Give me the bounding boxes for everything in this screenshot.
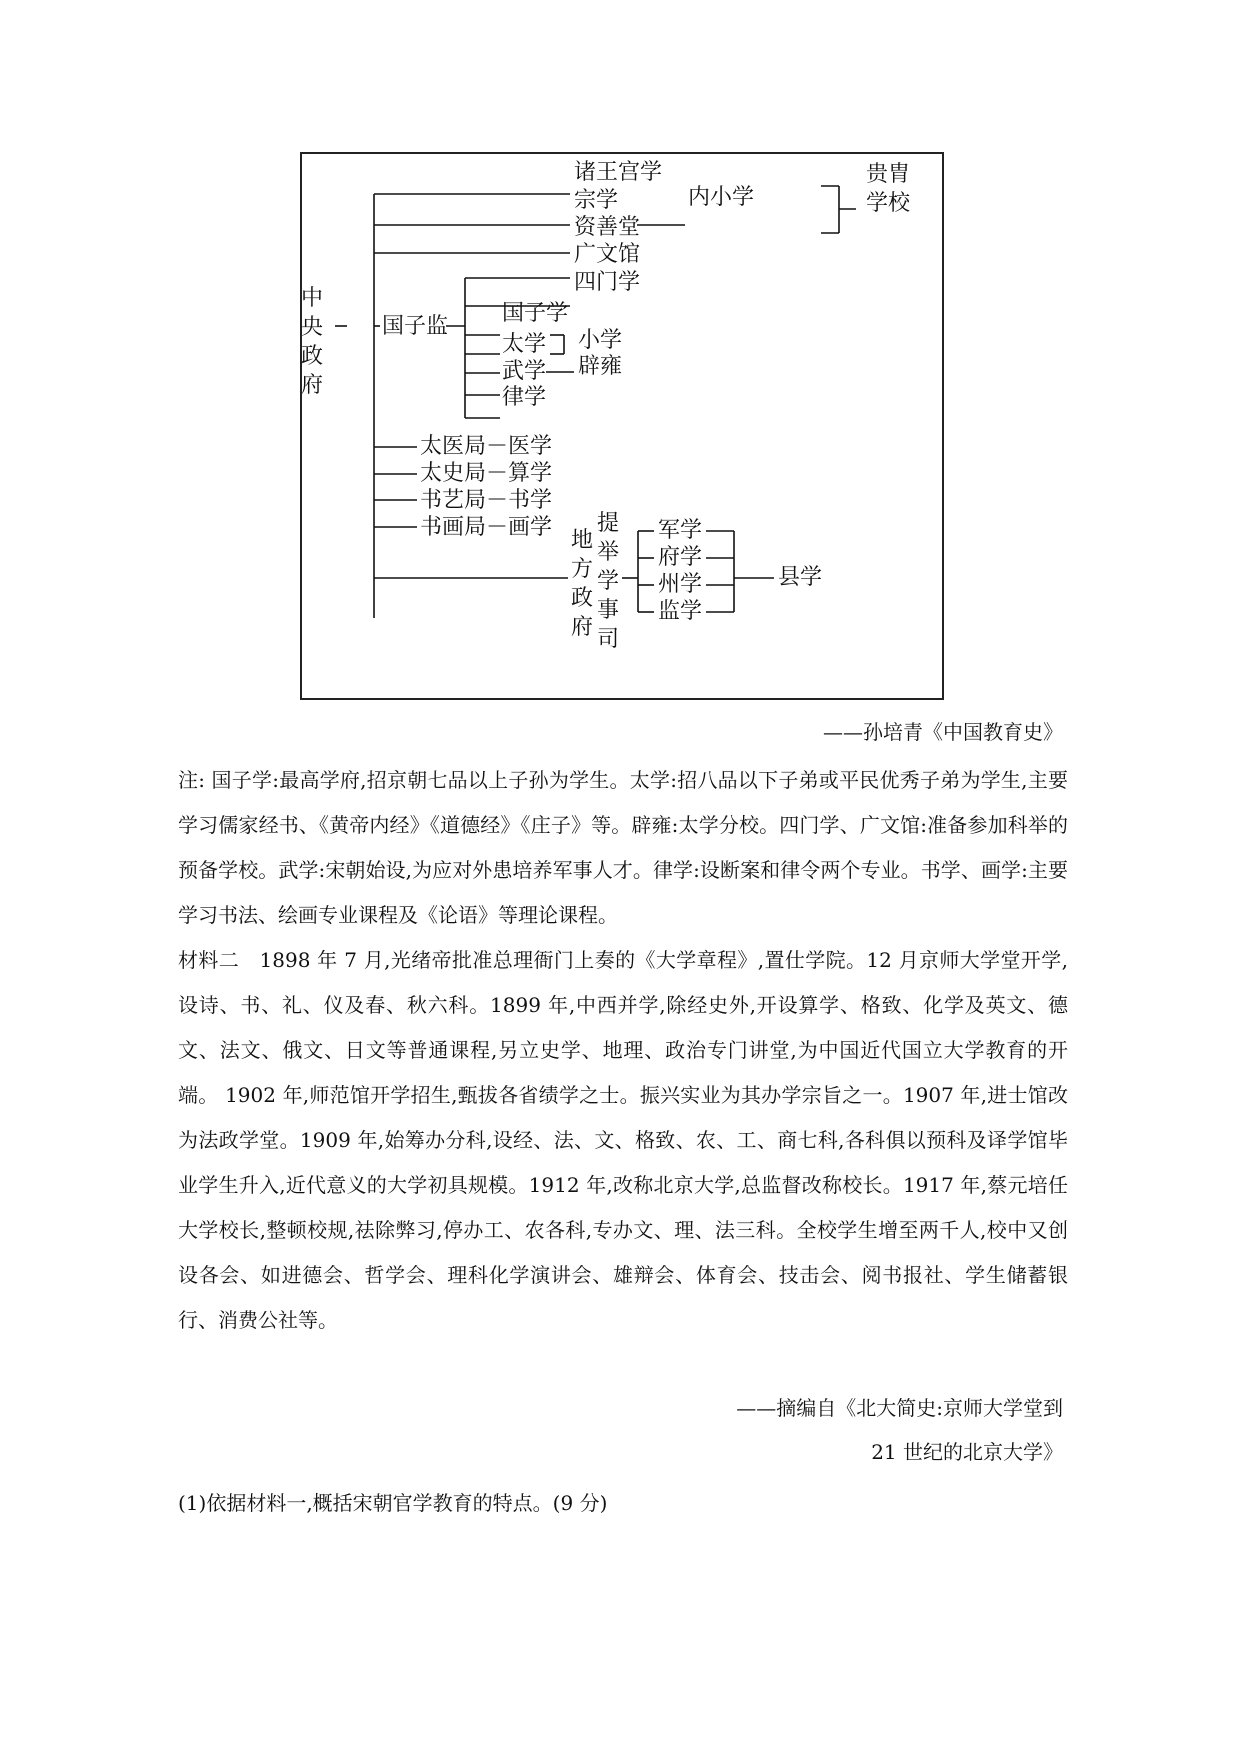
guozixue-label: 国子学 bbox=[502, 301, 569, 326]
material-two-paragraph: 材料二 1898 年 7 月,光绪帝批准总理衙门上奏的《大学章程》,置仕学院。12 月京师大学堂开学,设诗、书、礼、仪及春、秋六科。1899 年,中西并学,除经史外,开设算学、格致、化学及英文、德文、法文、俄文、日文等普通课程,另立史学、地理、政治专门讲堂,为中国近代国立大学教育的开端。 1902 年,师范馆开学招生,甄拔各省绩学之士。振兴实业为其办学宗旨之一。1907 年,进士馆改为法政学堂。1909 年,始筹办分科,设经、法、文、格致、农、工、商七科,各科俱以预科及译学馆毕业学生升入,近代意义的大学初具规模。1912 年,改称北京大学,总监督改称校长。1917 年,蔡元培任大学校长,整顿校规,祛除弊习,停办工、农各科,专办文、理、法三科。全校学生增至两千人,校中又创设各会、如进德会、哲学会、理科化学演讲会、雄辩会、体育会、技击会、阅书报社、学生储蓄银行、消费公社等。 bbox=[178, 948, 1068, 1332]
source-citation-2-line1: ——摘编自《北大简史:京师大学堂到 bbox=[736, 1396, 1063, 1420]
guozijian-label: 国子监 bbox=[382, 314, 449, 339]
taixue-label: 太学 bbox=[502, 332, 547, 357]
guizhou-school-label: 贵胄学校 bbox=[865, 162, 910, 216]
neixiaoxue-label: 内小学 bbox=[688, 185, 755, 210]
junxue-label: 军学 bbox=[658, 518, 703, 543]
education-system-diagram bbox=[300, 152, 944, 700]
question-1: (1)依据材料一,概括宋朝官学教育的特点。(9 分) bbox=[178, 1491, 608, 1515]
tiju-xueshisi-label: 提举学事司 bbox=[596, 511, 619, 652]
jianxue-label: 监学 bbox=[658, 599, 703, 624]
source-citation-2-line2: 21 世纪的北京大学》 bbox=[871, 1440, 1063, 1464]
xianxue-label: 县学 bbox=[778, 565, 823, 590]
zhuwang-gongxue-label: 诸王宫学 bbox=[574, 160, 663, 185]
wuxue-label: 武学 bbox=[502, 359, 547, 384]
zhouxue-label: 州学 bbox=[658, 572, 703, 597]
simenxue-label: 四门学 bbox=[574, 270, 641, 295]
central-government-label: 中央政府 bbox=[300, 286, 323, 398]
taiyiju-label: 太医局－医学 bbox=[420, 434, 553, 459]
zishantang-label: 资善堂 bbox=[574, 215, 641, 240]
guangwenguan-label: 广文馆 bbox=[574, 242, 641, 267]
shuhuaju-label: 书画局－画学 bbox=[420, 515, 553, 540]
local-government-label: 地方政府 bbox=[570, 528, 593, 640]
note-paragraph: 注: 国子学:最高学府,招京朝七品以上子孙为学生。太学:招八品以下子弟或平民优秀子弟为学生,主要学习儒家经书、《黄帝内经》《道德经》《庄子》等。辟雍:太学分校。四门学、广文馆:准备参加科举的预备学校。武学:宋朝始设,为应对外患培养军事人才。律学:设断案和律令两个专业。书学、画学:主要学习书法、绘画专业课程及《论语》等理论课程。 bbox=[178, 768, 1068, 927]
xiaoxue-label: 小学 bbox=[578, 328, 623, 353]
fuxue-label: 府学 bbox=[658, 545, 703, 570]
zongxue-label: 宗学 bbox=[574, 188, 619, 213]
source-citation-1: ——孙培青《中国教育史》 bbox=[823, 720, 1063, 744]
taishiju-label: 太史局－算学 bbox=[420, 461, 553, 486]
lvxue-label: 律学 bbox=[502, 385, 547, 410]
biyong-label: 辟雍 bbox=[578, 354, 623, 379]
shuyiju-label: 书艺局－书学 bbox=[420, 488, 553, 513]
